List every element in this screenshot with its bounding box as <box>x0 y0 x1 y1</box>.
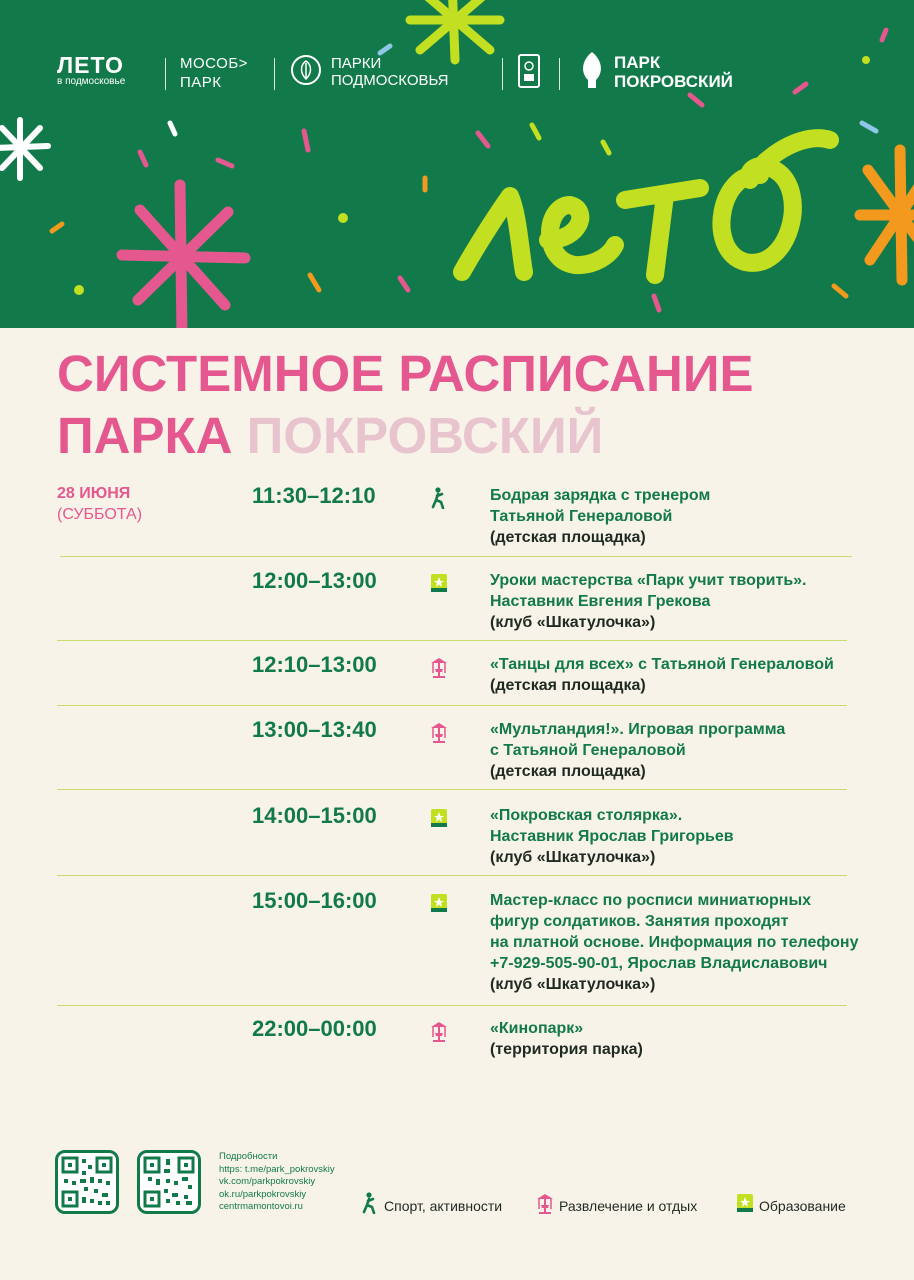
event-title-line: «Покровская столярка». <box>490 807 683 824</box>
hero-word-leto-shape <box>462 138 830 275</box>
event-description <box>490 1018 643 1060</box>
link-ok[interactable]: ok.ru/parkpokrovskiy <box>219 1188 307 1200</box>
education-icon <box>429 572 449 594</box>
event-title-line: Мастер-класс по росписи миниатюрных <box>490 892 812 909</box>
logo-separator <box>559 58 560 90</box>
event-title-line: +7-929-505-90-01, Ярослав Владиславович <box>490 955 828 972</box>
event-title-line: «Кинопарк» <box>490 1020 584 1037</box>
logo-pokr-line2: ПОКРОВСКИЙ <box>614 72 733 91</box>
logo-mosobl-line2: ПАРК <box>180 74 222 91</box>
event-description <box>490 805 734 868</box>
page-title-pokrovsky: ПОКРОВСКИЙ <box>246 407 604 464</box>
legend-sport-label: Спорт, активности <box>384 1198 503 1214</box>
link-site[interactable]: centrmamontovoi.ru <box>219 1201 303 1212</box>
row-divider <box>57 705 847 706</box>
carousel-icon <box>429 721 449 743</box>
row-divider <box>57 1005 847 1006</box>
link-vk[interactable]: vk.com/parkpokrovskiy <box>219 1176 316 1187</box>
event-title-line: Бодрая зарядка с тренером <box>490 487 711 504</box>
qr-code-vk[interactable] <box>137 1150 201 1214</box>
event-time: 12:00–13:00 <box>252 568 377 593</box>
row-divider <box>57 789 847 790</box>
event-time: 14:00–15:00 <box>252 803 377 828</box>
carousel-icon <box>429 656 449 678</box>
event-description <box>490 719 785 782</box>
logo-separator <box>274 58 275 90</box>
event-location: (клуб «Шкатулочка») <box>490 614 656 631</box>
event-title-line: на платной основе. Информация по телефону <box>490 934 859 951</box>
event-time: 12:10–13:00 <box>252 652 377 677</box>
date-day: 28 ИЮНЯ <box>57 485 131 502</box>
education-icon <box>429 892 449 914</box>
event-location: (территория парка) <box>490 1041 643 1058</box>
row-divider <box>57 875 847 876</box>
partner-logos <box>0 0 914 110</box>
qr-code-icon <box>140 1153 198 1211</box>
logo-leto-subtext: в подмосковье <box>57 76 126 87</box>
logo-pokr-line1: ПАРК <box>614 53 661 72</box>
row-divider <box>60 556 852 557</box>
date-weekday: (СУББОТА) <box>57 506 143 523</box>
event-location: (детская площадка) <box>490 677 646 694</box>
leaf-icon <box>291 55 321 85</box>
event-title-line: Уроки мастерства «Парк учит творить». <box>490 572 807 589</box>
event-title-line: с Татьяной Генераловой <box>490 742 686 759</box>
event-time: 22:00–00:00 <box>252 1016 377 1041</box>
logo-leto-text: ЛЕТО <box>57 52 124 78</box>
sport-icon <box>429 487 449 509</box>
logo-leto-v-podmoskovye <box>57 54 125 88</box>
event-time: 15:00–16:00 <box>252 888 377 913</box>
education-icon <box>735 1192 755 1214</box>
logo-mosoblpark <box>180 54 248 92</box>
footer-links <box>219 1151 335 1214</box>
logo-separator <box>165 58 166 90</box>
qr-code-telegram[interactable] <box>55 1150 119 1214</box>
header-banner <box>0 0 914 328</box>
page-title-line1: СИСТЕМНОЕ РАСПИСАНИЕ <box>57 345 754 402</box>
qr-code-icon <box>58 1153 116 1211</box>
legend-education-label: Образование <box>759 1198 846 1214</box>
event-time: 13:00–13:40 <box>252 717 377 742</box>
event-location: (клуб «Шкатулочка») <box>490 976 656 993</box>
event-description <box>490 570 807 633</box>
event-title-line: Наставник Евгения Грекова <box>490 593 711 610</box>
link-telegram[interactable]: https: t.me/park_pokrovskiy <box>219 1163 335 1175</box>
event-description <box>490 485 710 548</box>
logo-parki-line1: ПАРКИ <box>331 55 382 72</box>
carousel-icon <box>535 1192 555 1214</box>
row-divider <box>57 640 847 641</box>
event-description <box>490 654 834 696</box>
page-title-parka: ПАРКА <box>57 407 233 464</box>
sport-icon <box>360 1192 380 1214</box>
event-title-line: «Мультландия!». Игровая программа <box>490 721 786 738</box>
event-title-line: Татьяной Генераловой <box>490 508 673 525</box>
event-time: 11:30–12:10 <box>252 483 376 508</box>
event-location: (клуб «Шкатулочка») <box>490 849 656 866</box>
museum-emblem-icon <box>518 54 540 88</box>
event-description <box>490 890 858 995</box>
legend-fun-label: Развлечение и отдых <box>559 1198 698 1214</box>
event-title-line: «Танцы для всех» с Татьяной Генераловой <box>490 656 834 673</box>
tree-icon <box>578 50 606 90</box>
page-title-line2 <box>57 405 754 467</box>
logo-separator <box>502 58 503 90</box>
logo-parki-line2: ПОДМОСКОВЬЯ <box>331 72 449 89</box>
logo-mosobl-line1: МОСОБ> <box>180 55 248 72</box>
event-location: (детская площадка) <box>490 529 646 546</box>
schedule-date <box>57 483 142 525</box>
event-title-line: фигур солдатиков. Занятия проходят <box>490 913 789 930</box>
page-title <box>57 343 754 467</box>
carousel-icon <box>429 1020 449 1042</box>
education-icon <box>429 807 449 829</box>
event-title-line: Наставник Ярослав Григорьев <box>490 828 734 845</box>
links-title: Подробности <box>219 1151 278 1162</box>
event-location: (детская площадка) <box>490 763 646 780</box>
